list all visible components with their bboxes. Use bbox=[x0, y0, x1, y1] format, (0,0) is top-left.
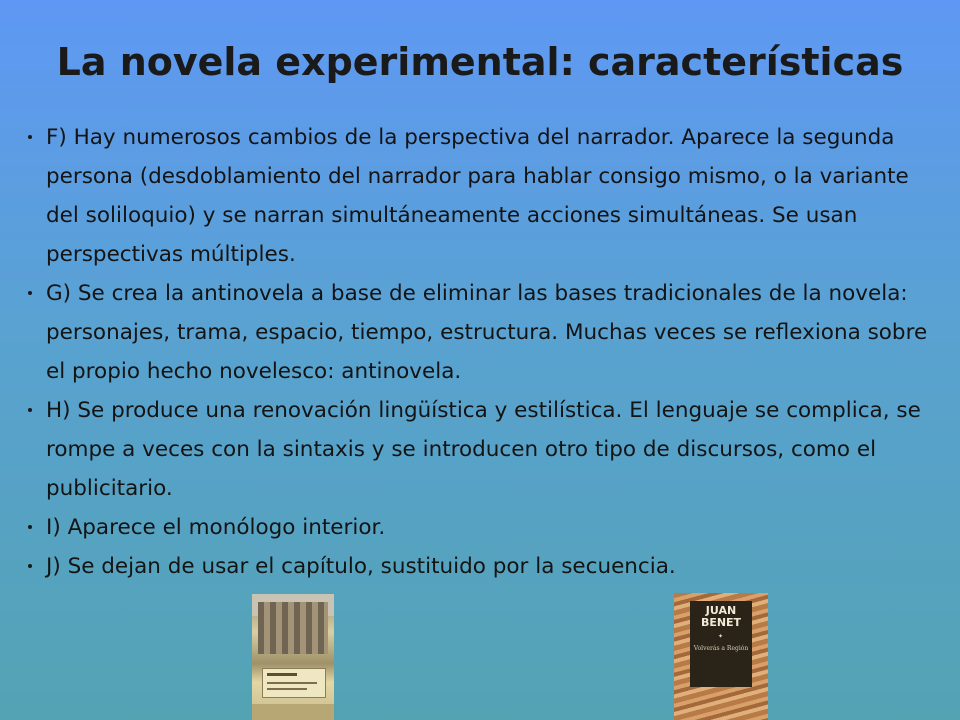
bullet-text: J) Se dejan de usar el capítulo, sustituido por la secuencia. bbox=[46, 554, 676, 579]
book-cover-right-image bbox=[674, 593, 768, 720]
bullet-text: F) Hay numerosos cambios de la perspectiva del narrador. Aparece la segunda persona (desdoblamiento del narrador para hablar consigo mismo, o la variante del soliloquio) y se narran simultáneamente acciones simultáneas. Se usan perspectivas múltiples. bbox=[46, 125, 909, 267]
slide-title: La novela experimental: características bbox=[56, 40, 904, 84]
bullet-list bbox=[28, 118, 948, 586]
cover-star-icon: ✦ bbox=[718, 634, 724, 640]
bullet-text: G) Se crea la antinovela a base de eliminar las bases tradicionales de la novela: personajes, trama, espacio, tiempo, estructura. Muchas veces se reflexiona sobre el propio hecho novelesco: antinovela. bbox=[46, 281, 928, 384]
bullet-icon bbox=[28, 525, 32, 529]
bullet-item bbox=[28, 547, 948, 586]
bullet-icon bbox=[28, 564, 32, 568]
bullet-item bbox=[28, 274, 948, 391]
bullet-text: H) Se produce una renovación lingüística y estilística. El lenguaje se complica, se rompe a veces con la sintaxis y se introducen otro tipo de discursos, como el publicitario. bbox=[46, 398, 921, 501]
bullet-icon bbox=[28, 291, 32, 295]
bullet-item bbox=[28, 118, 948, 274]
bullet-item bbox=[28, 391, 948, 508]
bullet-item bbox=[28, 508, 948, 547]
bullet-icon bbox=[28, 408, 32, 412]
bullet-text: I) Aparece el monólogo interior. bbox=[46, 515, 386, 540]
cover-label bbox=[262, 668, 326, 698]
cover-author: JUAN BENET bbox=[700, 604, 742, 629]
book-cover-left-image bbox=[252, 594, 334, 720]
bullet-icon bbox=[28, 135, 32, 139]
cover-building bbox=[258, 602, 328, 654]
cover-subtitle: Volverás a Región bbox=[693, 645, 749, 652]
